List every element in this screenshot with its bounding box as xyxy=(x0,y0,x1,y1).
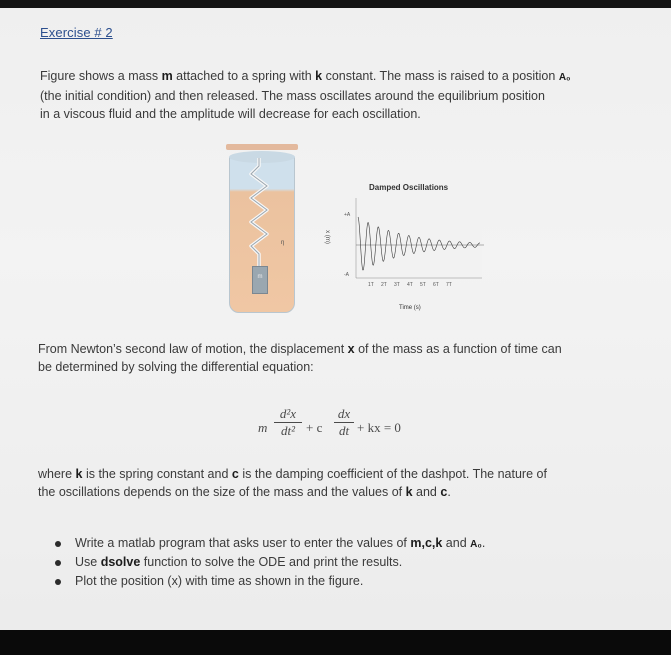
intro-text: constant. The mass is raised to a position xyxy=(322,69,559,83)
x-tick-label: 2T xyxy=(381,282,387,288)
mass-symbol: m xyxy=(161,69,173,83)
damped-oscillation-figure xyxy=(226,138,496,318)
eq-den: dt xyxy=(338,423,350,438)
eq-num: dx xyxy=(337,406,351,421)
task-text: Use xyxy=(75,555,101,569)
task-text: and xyxy=(442,536,471,550)
x-tick-label: 5T xyxy=(420,282,426,288)
newton-text: From Newton’s second law of motion, the displacement xyxy=(38,342,348,356)
spring-constant-symbol: k xyxy=(75,467,83,481)
spring-illustration xyxy=(246,158,276,268)
bullet-icon xyxy=(55,541,61,547)
newton-paragraph xyxy=(38,340,648,376)
eq-mass: m xyxy=(258,420,268,435)
parameter-list: m,c,k xyxy=(410,536,443,550)
where-text: the oscillations depends on the size of the mass and the values of xyxy=(38,485,406,499)
viscosity-label: η xyxy=(281,240,285,246)
initial-amplitude-symbol: A₀ xyxy=(558,72,571,83)
intro-text: (the initial condition) and then released. The mass oscillates around the equilibrium position xyxy=(40,89,545,103)
chart-plot-area xyxy=(356,198,482,278)
spring-constant-symbol: k xyxy=(315,69,323,83)
displacement-symbol: x xyxy=(347,342,355,356)
intro-text: attached to a spring with xyxy=(172,69,316,83)
x-tick-label: 3T xyxy=(394,282,400,288)
damping-symbol: c xyxy=(231,467,239,481)
where-paragraph xyxy=(38,465,658,501)
minus-a-label: -A xyxy=(344,272,349,278)
intro-text: Figure shows a mass xyxy=(40,69,162,83)
exercise-title: Exercise # 2 xyxy=(40,25,113,40)
x-tick-labels xyxy=(368,282,452,288)
task-text: function to solve the ODE and print the results. xyxy=(140,555,403,569)
eq-second-derivative xyxy=(274,406,302,439)
intro-text: in a viscous fluid and the amplitude will decrease for each oscillation. xyxy=(40,107,421,121)
x-tick-label: 7T xyxy=(446,282,452,288)
task-text: . xyxy=(481,536,486,550)
where-text: is the spring constant and xyxy=(82,467,232,481)
exercise-sheet xyxy=(0,8,671,630)
eq-rest: + kx = 0 xyxy=(357,420,401,435)
plus-a-label: +A xyxy=(344,212,351,218)
where-text: where xyxy=(38,467,76,481)
intro-paragraph xyxy=(40,67,640,123)
where-text: is the damping coefficient of the dashpot. The nature of xyxy=(238,467,547,481)
eq-den: dt² xyxy=(280,423,295,438)
oscillation-chart xyxy=(334,198,494,308)
top-dark-strip xyxy=(0,0,671,8)
task-text: Plot the position (x) with time as shown in the figure. xyxy=(75,574,364,588)
bottom-dark-strip xyxy=(0,630,671,655)
eq-first-derivative xyxy=(334,406,354,439)
chart-title: Damped Oscillations xyxy=(369,183,449,192)
task-text: Write a matlab program that asks user to enter the values of xyxy=(75,536,411,550)
where-text: and xyxy=(412,485,441,499)
newton-text: be determined by solving the differential equation: xyxy=(38,360,314,374)
where-text: . xyxy=(447,485,451,499)
eq-plus-c: + c xyxy=(306,420,323,435)
newton-text: of the mass as a function of time can xyxy=(354,342,562,356)
x-tick-label: 4T xyxy=(407,282,413,288)
mass-label: m xyxy=(257,274,263,280)
damping-symbol: c xyxy=(440,485,448,499)
bullet-icon xyxy=(55,560,61,566)
bullet-icon xyxy=(55,579,61,585)
mass-block xyxy=(252,266,268,294)
function-name: dsolve xyxy=(100,555,141,569)
initial-amplitude-symbol: A₀ xyxy=(470,539,482,550)
x-tick-label: 6T xyxy=(433,282,439,288)
x-axis-title: Time (s) xyxy=(399,305,421,311)
y-axis-label: x (m) xyxy=(323,230,330,244)
dashpot-cap xyxy=(226,144,298,150)
x-tick-label: 1T xyxy=(368,282,374,288)
spring-constant-symbol: k xyxy=(405,485,413,499)
eq-num: d²x xyxy=(279,406,297,421)
